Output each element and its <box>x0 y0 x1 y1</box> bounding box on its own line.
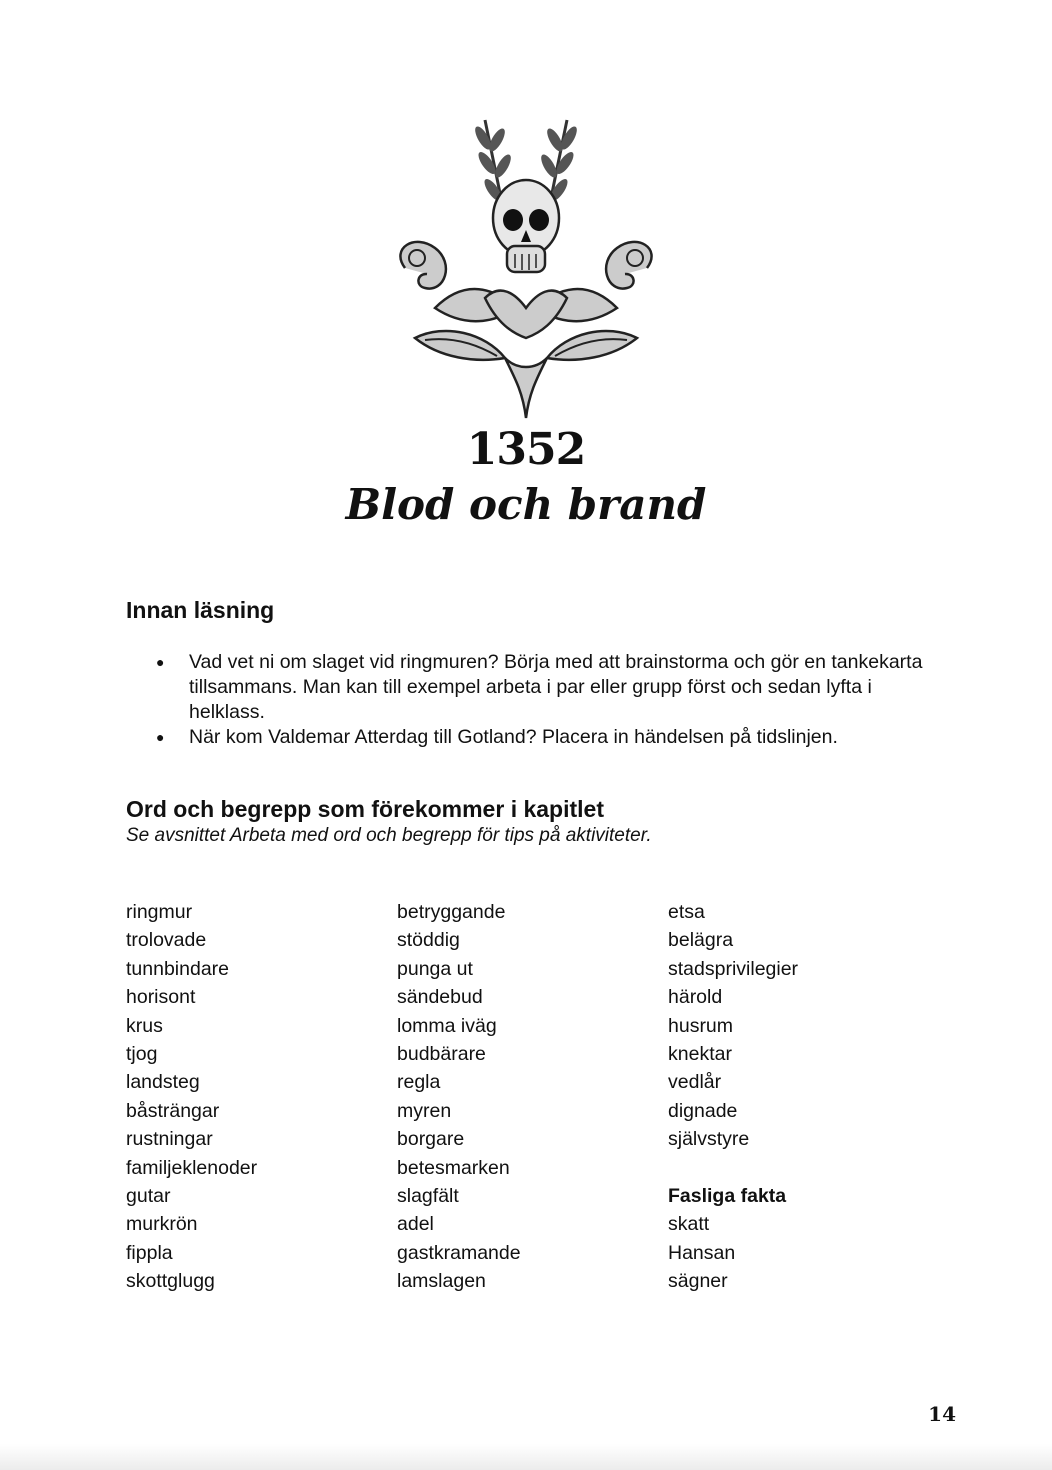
list-item: landsteg <box>126 1071 200 1094</box>
list-item: betryggande <box>397 901 506 923</box>
word-column-3 <box>668 898 798 1295</box>
list-item: etsa <box>668 901 705 923</box>
word-column-1 <box>126 898 257 1295</box>
list-item: gutar <box>126 1184 171 1207</box>
spacer <box>668 1154 798 1182</box>
word-column-2 <box>397 898 521 1295</box>
list-item: självstyre <box>668 1128 750 1151</box>
list-item: gastkramande <box>397 1241 521 1264</box>
list-item: betesmarken <box>397 1156 510 1179</box>
list-item: dignade <box>668 1099 738 1122</box>
page-number: 14 <box>928 1402 956 1426</box>
list-item: tjog <box>126 1042 158 1065</box>
list-item: Hansan <box>668 1241 736 1264</box>
bottom-edge <box>0 1444 1052 1470</box>
list-item: slagfält <box>397 1184 459 1207</box>
words-heading: Ord och begrepp som förekommer i kapitlet <box>126 796 604 822</box>
list-item: tunnbindare <box>126 957 230 980</box>
facts-heading: Fasliga fakta <box>668 1184 787 1207</box>
list-item: rustningar <box>126 1128 213 1151</box>
chapter-year: 1352 <box>466 424 586 475</box>
chapter-title: Blod och brand <box>345 480 707 529</box>
list-item: trolovade <box>126 929 207 952</box>
list-item: ● När kom Valdemar Atterdag till Gotland? Placera in händelsen på tidslinjen. <box>126 725 926 750</box>
list-item: fippla <box>126 1241 173 1264</box>
list-item: murkrön <box>126 1213 198 1236</box>
list-item: krus <box>126 1014 163 1037</box>
list-item: myren <box>397 1099 452 1122</box>
list-item: belägra <box>668 929 734 952</box>
list-item: skottglugg <box>126 1270 215 1293</box>
list-item: lamslagen <box>397 1270 486 1293</box>
list-item: adel <box>397 1213 434 1236</box>
list-item: skatt <box>668 1213 710 1236</box>
list-item: sändebud <box>397 986 483 1009</box>
list-item: ringmur <box>126 901 193 923</box>
list-item: knektar <box>668 1042 732 1065</box>
list-item: sägner <box>668 1270 728 1293</box>
list-item: vedlår <box>668 1071 722 1094</box>
list-item: härold <box>668 986 723 1009</box>
before-reading-list <box>126 650 926 750</box>
list-item: båsträngar <box>126 1099 220 1122</box>
list-item: familjeklenoder <box>126 1156 258 1179</box>
list-item: husrum <box>668 1014 734 1037</box>
list-item: horisont <box>126 986 196 1009</box>
words-subheading: Se avsnittet Arbeta med ord och begrepp för tips på aktiviteter. <box>126 825 652 846</box>
list-item: ● Vad vet ni om slaget vid ringmuren? Börja med att brainstorma och gör en tankekarta tillsammans. Man kan till exempel arbeta i par eller grupp först och sedan lyfta i helklass. <box>126 650 926 725</box>
list-item: budbärare <box>397 1042 486 1065</box>
list-item: punga ut <box>397 957 473 980</box>
list-item: stadsprivilegier <box>668 957 799 980</box>
list-item: lomma iväg <box>397 1014 497 1037</box>
before-reading-heading: Innan läsning <box>126 597 275 623</box>
list-item: borgare <box>397 1128 465 1151</box>
skull-emblem-icon <box>385 108 667 426</box>
list-item: regla <box>397 1071 441 1094</box>
list-item: stöddig <box>397 929 460 952</box>
